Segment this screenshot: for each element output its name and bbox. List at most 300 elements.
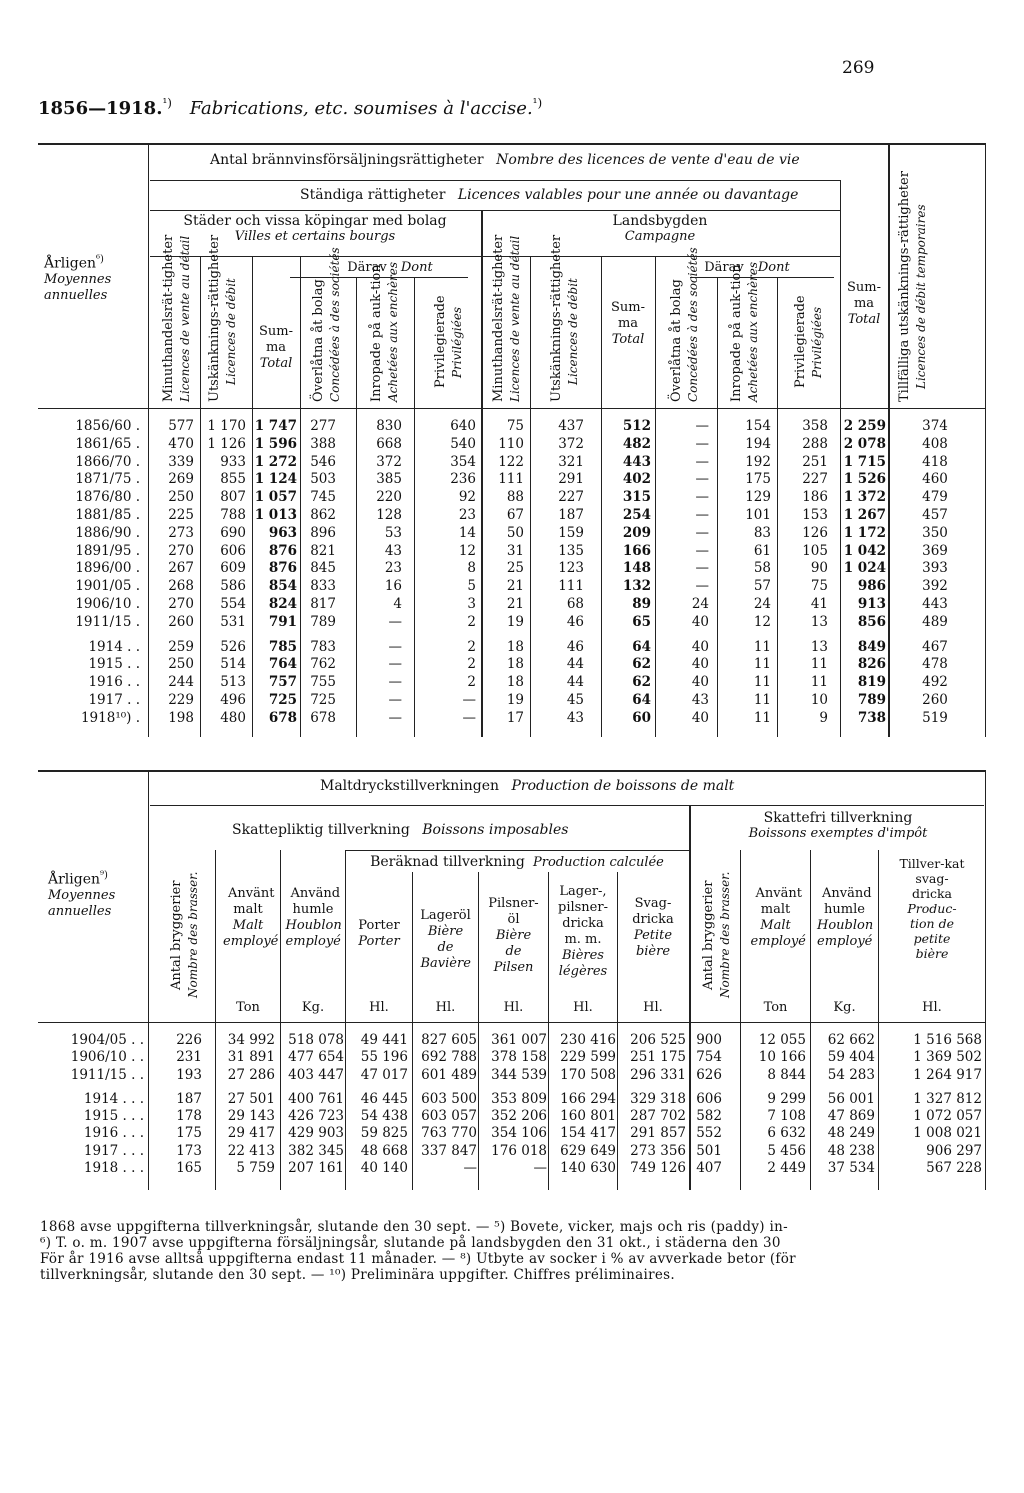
t1-col9-cell: 62	[632, 674, 651, 691]
t2-col-humle-header	[281, 886, 345, 950]
t2-col7-cell: 170 508	[560, 1066, 616, 1083]
t1-col2-cell: 855	[220, 471, 246, 488]
t1-col12-cell: 11	[810, 674, 828, 691]
t1-col4-cell: 277	[310, 418, 336, 434]
t1-col5-cell: 668	[376, 435, 402, 452]
t1-col11-cell: 58	[753, 560, 771, 577]
t2-unit-ton-2: Ton	[763, 1000, 788, 1015]
t1-stader-header	[150, 213, 480, 245]
t1-year-column-cell: 1881/85 .	[75, 506, 140, 523]
t2-col12-cell: 1 327 812	[913, 1090, 982, 1107]
t2-skattefri-label-fr: Boissons exemptes d'impôt	[748, 826, 928, 841]
t1-col5-cell: 372	[376, 453, 402, 470]
t1-top-label-fr: Nombre des licences de vente d'eau de vie	[496, 152, 800, 168]
t1-col7-cell: 21	[506, 578, 524, 595]
t1-year-column-cell: 1876/80 .	[75, 489, 140, 506]
t1-top-header	[210, 152, 800, 168]
t1-col14-cell: 457	[922, 506, 948, 523]
t2-col2-cell: 29 143	[227, 1108, 275, 1125]
t2-col12-cell: 1 008 021	[913, 1125, 982, 1142]
t2-col9-cell: 501	[696, 1142, 722, 1159]
t1-col9-cell: 89	[632, 595, 651, 612]
t1-col10-cell: 24	[691, 595, 709, 612]
t1-col13-cell: 738	[857, 709, 886, 726]
t1-col3-cell: 876	[268, 560, 297, 577]
t1-col2-cell: 690	[220, 524, 246, 541]
t1-col14-cell: 408	[922, 435, 948, 452]
t2-col12-cell: 1 369 502	[913, 1049, 982, 1066]
t1-col2-cell: 586	[220, 578, 246, 595]
t1-stader-label: Städer och vissa köpingar med bolag	[183, 213, 447, 229]
t1-col4-cell: 821	[310, 542, 336, 559]
t2-col4	[346, 1032, 408, 1177]
t1-col13-cell: 849	[857, 638, 886, 655]
header-title-sup: ¹)	[532, 96, 543, 110]
t1-col7	[484, 418, 524, 728]
t1-col13	[842, 418, 886, 728]
t1-col7-cell: 122	[498, 453, 524, 470]
t1-col14-cell: 374	[922, 418, 948, 434]
t1-arligen-sup: ⁶)	[96, 254, 104, 265]
t2-col3-cell: 403 447	[288, 1066, 344, 1083]
t1-col9	[603, 418, 651, 728]
t2-col3-cell: 382 345	[288, 1142, 344, 1159]
t2-year-column-cell: 1906/10 . .	[70, 1049, 144, 1066]
t1-col10-cell: —	[695, 578, 709, 595]
t2-col3-cell: 400 761	[288, 1090, 344, 1107]
t2-col1-cell: 226	[176, 1032, 202, 1048]
t1-year-column-cell: 1866/70 .	[75, 453, 140, 470]
t2-col10-cell: 9 299	[767, 1090, 806, 1107]
t1-col6-cell: 2	[467, 674, 476, 691]
t2-col11-cell: 54 283	[827, 1066, 875, 1083]
t1-col4-cell: 762	[310, 656, 336, 673]
t1-col9-cell: 254	[622, 506, 651, 523]
t1-col8-cell: 44	[566, 656, 584, 673]
t2-col6-cell: 353 809	[491, 1090, 547, 1107]
t1-col8	[532, 418, 584, 728]
t1-col6-cell: 2	[467, 638, 476, 655]
t1-col-summa-header	[254, 324, 298, 372]
t1-year-column	[40, 418, 140, 728]
t2-col3	[281, 1032, 344, 1177]
t1-col6-cell: 640	[450, 418, 476, 434]
t2-col6-cell: 344 539	[491, 1066, 547, 1083]
t1-year-column-cell: 1901/05 .	[75, 578, 140, 595]
t1-col1-cell: 339	[168, 453, 194, 470]
t2-col3-cell: 518 078	[288, 1032, 344, 1048]
t2-col5-cell: 827 605	[421, 1032, 477, 1048]
t1-col6-cell: 12	[458, 542, 476, 559]
t1-col14-cell: 443	[922, 595, 948, 612]
t1-col-inrop-header	[368, 261, 402, 402]
t2-col4-cell: 49 441	[360, 1032, 408, 1048]
t2-col-pils-header	[479, 896, 548, 976]
t1-col7-cell: 110	[498, 435, 524, 452]
t1-col11-cell: 194	[745, 435, 771, 452]
t1-col1-cell: 273	[168, 524, 194, 541]
t2-col-porter-label: Porter	[358, 918, 400, 933]
t1-col11-cell: 11	[753, 691, 771, 708]
t1-col7-cell: 17	[506, 709, 524, 726]
t2-col7-cell: 160 801	[560, 1108, 616, 1125]
t2-col-humle-label-fr: Houblon employé	[285, 918, 342, 949]
t2-col8-cell: 287 702	[630, 1108, 686, 1125]
t1-year-column-cell: 1886/90 .	[75, 524, 140, 541]
t1-col7-cell: 19	[506, 613, 524, 630]
t2-col7-cell: 154 417	[560, 1125, 616, 1142]
t1-col-minut-header	[160, 234, 194, 402]
t1-col-priv-header	[432, 282, 466, 402]
t2-col-pils-label-fr: Bière de Pilsen	[493, 928, 534, 975]
t1-col6-cell: 354	[450, 453, 476, 470]
t1-col11-cell: 57	[753, 578, 771, 595]
t1-col5-cell: 53	[384, 524, 402, 541]
t1-col14-cell: 519	[922, 709, 948, 726]
t2-year-column-cell: 1917 . . .	[83, 1142, 144, 1159]
t1-col-priv2-header	[792, 282, 826, 402]
t2-col1-cell: 165	[176, 1160, 202, 1177]
t1-col11-cell: 24	[753, 595, 771, 612]
t2-col4-cell: 59 825	[360, 1125, 408, 1142]
t1-col-minut2-label-fr: Licences de vente au détail	[508, 235, 522, 402]
t2-col7	[549, 1032, 616, 1177]
t2-col4-cell: 46 445	[360, 1090, 408, 1107]
t1-col1-cell: 270	[168, 542, 194, 559]
t1-col14-cell: 460	[922, 471, 948, 488]
t1-col4-cell: 833	[310, 578, 336, 595]
footnote-4: tillverkningsår, slutande den 30 sept. — ¹⁰) Preliminära uppgifter. Chiffres préliminaires.	[40, 1267, 675, 1283]
t1-col2-cell: 554	[220, 595, 246, 612]
t1-col7-cell: 75	[506, 418, 524, 434]
t2-beraknad-label: Beräknad tillverkning	[370, 854, 525, 870]
t2-col8-cell: 296 331	[630, 1066, 686, 1083]
t1-col-inrop-label-fr: Achetées aux enchères	[386, 261, 400, 402]
t2-col-malt-header	[216, 886, 280, 950]
t2-col-antal-header	[168, 860, 202, 1010]
t2-stub-header	[48, 868, 128, 920]
t1-col4-cell: 896	[310, 524, 336, 541]
t1-col-summa-label: Sum-ma	[259, 324, 293, 355]
t2-unit-hl-svag: Hl.	[643, 1000, 663, 1015]
t2-col-malt2-label: Använt malt	[755, 886, 802, 917]
t2-col1-cell: 193	[176, 1066, 202, 1083]
t1-col14-cell: 350	[922, 524, 948, 541]
t2-col3-cell: 429 903	[288, 1125, 344, 1142]
t1-col2-cell: 933	[220, 453, 246, 470]
t2-col9	[692, 1032, 722, 1177]
t2-col2-cell: 27 286	[227, 1066, 275, 1083]
t2-unit-kg-2: Kg.	[833, 1000, 856, 1015]
t1-year-column-cell: 1891/95 .	[75, 542, 140, 559]
t1-col7-cell: 25	[506, 560, 524, 577]
t1-col6-cell: —	[462, 709, 476, 726]
t1-col10-cell: —	[695, 489, 709, 506]
t2-col6-cell: 354 106	[491, 1125, 547, 1142]
t2-col-malt2-header	[741, 886, 810, 950]
t1-col8-cell: 187	[558, 506, 584, 523]
t1-col14-cell: 479	[922, 489, 948, 506]
t2-col8-cell: 749 126	[630, 1160, 686, 1177]
t2-col-antal-label-fr: Nombre des brasser.	[186, 871, 200, 999]
t1-col12-cell: 9	[819, 709, 828, 726]
t1-col-summa2-header	[603, 300, 653, 348]
t1-col-overl2-label: Överlåtna åt bolag	[669, 279, 684, 402]
t1-year-column-cell: 1916 . .	[88, 674, 140, 691]
t1-col2-cell: 480	[220, 709, 246, 726]
t2-col12	[879, 1032, 982, 1177]
t1-col8-cell: 321	[558, 453, 584, 470]
t1-col10	[657, 418, 709, 728]
t2-col7-cell: 629 649	[560, 1142, 616, 1159]
t1-col12-cell: 13	[810, 638, 828, 655]
t2-col-humle2-label-fr: Houblon employé	[817, 918, 874, 949]
t2-col2-cell: 31 891	[227, 1049, 275, 1066]
t1-col3-cell: 678	[268, 709, 297, 726]
t2-col1-cell: 178	[176, 1108, 202, 1125]
t2-col9-cell: 900	[696, 1032, 722, 1048]
t1-col3-cell: 757	[268, 674, 297, 691]
t1-col9-cell: 209	[622, 524, 651, 541]
t1-col8-cell: 123	[558, 560, 584, 577]
t2-col10-cell: 2 449	[767, 1160, 806, 1177]
t1-col3-cell: 1 057	[254, 489, 297, 506]
t1-col6-cell: 540	[450, 435, 476, 452]
t1-col10-cell: —	[695, 524, 709, 541]
t1-col6-cell: 23	[458, 506, 476, 523]
header-title: Fabrications, etc. soumises à l'accise.	[189, 98, 533, 119]
t2-col5-cell: 692 788	[421, 1049, 477, 1066]
t1-col2-cell: 807	[220, 489, 246, 506]
t1-col13-cell: 1 372	[843, 489, 886, 506]
t1-col7-cell: 18	[506, 638, 524, 655]
t2-col5-cell: 603 057	[421, 1108, 477, 1125]
t1-col12-cell: 10	[810, 691, 828, 708]
t1-col8-cell: 437	[558, 418, 584, 434]
t1-col1-cell: 198	[168, 709, 194, 726]
t1-standiga-header	[300, 187, 798, 203]
t1-col10-cell: —	[695, 435, 709, 452]
t1-col6-cell: 2	[467, 613, 476, 630]
t1-col5-cell: 43	[384, 542, 402, 559]
t1-col8-cell: 111	[558, 578, 584, 595]
t1-col-overl2-label-fr: Concédées à des sociétés	[686, 247, 700, 402]
t1-col4-cell: 745	[310, 489, 336, 506]
t1-col-summa-label-fr: Total	[259, 356, 293, 371]
t2-year-column-cell: 1916 . . .	[83, 1125, 144, 1142]
t2-col-antal-label: Antal bryggerier	[169, 880, 184, 990]
t1-col8-cell: 159	[558, 524, 584, 541]
t1-col6-cell: 92	[458, 489, 476, 506]
t1-col8-cell: 135	[558, 542, 584, 559]
t2-col11-cell: 48 249	[827, 1125, 875, 1142]
t1-col-priv-label: Privilegierade	[433, 295, 448, 389]
t1-standiga-label-fr: Licences valables pour une année ou davantage	[457, 187, 799, 203]
t1-col1-cell: 260	[168, 613, 194, 630]
t2-col5-cell: 601 489	[421, 1066, 477, 1083]
header-sup: ¹)	[162, 96, 172, 110]
t1-col-overl-label: Överlåtna åt bolag	[311, 279, 326, 402]
t1-col1-cell: 269	[168, 471, 194, 488]
t2-col-lager-header	[413, 908, 478, 972]
t1-col4-cell: 817	[310, 595, 336, 612]
t1-col-minut2-label: Minuthandelsrät-tigheter	[491, 234, 506, 402]
t1-col-priv-label-fr: Privilégiées	[450, 306, 464, 378]
t1-col3-cell: 1 124	[254, 471, 297, 488]
t2-unit-hl-porter: Hl.	[369, 1000, 389, 1015]
t2-col-malt-label: Använt malt	[228, 886, 275, 917]
t1-col13-cell: 1 715	[843, 453, 886, 470]
t1-col7-cell: 88	[506, 489, 524, 506]
t1-col8-cell: 45	[566, 691, 584, 708]
t1-year-column-cell: 1896/00 .	[75, 560, 140, 577]
t1-col9-cell: 148	[622, 560, 651, 577]
t2-col9-cell: 407	[696, 1160, 722, 1177]
t1-year-column-cell: 1918¹⁰) .	[80, 709, 140, 726]
t1-col13-cell: 2 259	[843, 418, 886, 434]
t2-col9-cell: 606	[696, 1090, 722, 1107]
t2-col-svag-label-fr: Petite bière	[633, 928, 673, 959]
t1-col2-cell: 526	[220, 638, 246, 655]
t2-col-malt-label-fr: Malt employé	[223, 918, 279, 949]
t1-col5-cell: 830	[376, 418, 402, 434]
t1-col14-cell: 467	[922, 638, 948, 655]
t2-col2-cell: 5 759	[236, 1160, 275, 1177]
t2-top-label-fr: Production de boissons de malt	[511, 778, 735, 794]
t2-col2-cell: 22 413	[227, 1142, 275, 1159]
t2-col6-cell: —	[533, 1160, 547, 1177]
t2-col12-cell: 1 072 057	[913, 1108, 982, 1125]
t2-col11-cell: 56 001	[827, 1090, 875, 1107]
t1-col12-cell: 358	[802, 418, 828, 434]
t1-col-utsk-label-fr: Licences de débit	[224, 278, 238, 386]
t1-col1-cell: 250	[168, 656, 194, 673]
t1-col6-cell: 2	[467, 656, 476, 673]
t2-col6-cell: 361 007	[491, 1032, 547, 1048]
t2-beraknad-label-fr: Production calculée	[533, 855, 664, 870]
t1-col12-cell: 13	[810, 613, 828, 630]
t2-col-pils-label: Pilsner-öl	[488, 896, 539, 927]
page-header	[38, 96, 542, 119]
t2-col-humle2-header	[811, 886, 878, 950]
t1-col5-cell: —	[388, 656, 402, 673]
t1-col7-cell: 111	[498, 471, 524, 488]
t1-col2-cell: 788	[220, 506, 246, 523]
t1-col4-cell: 725	[310, 691, 336, 708]
t1-col13-cell: 789	[857, 691, 886, 708]
t1-col8-cell: 46	[566, 613, 584, 630]
t1-col13-cell: 1 024	[843, 560, 886, 577]
t1-col11-cell: 61	[753, 542, 771, 559]
header-years: 1856—1918.	[38, 98, 163, 119]
t2-col5-cell: —	[463, 1160, 477, 1177]
t1-dont-label-1: Dont	[400, 260, 433, 275]
t2-skattepl-label-fr: Boissons imposables	[422, 822, 569, 838]
t1-col1-cell: 270	[168, 595, 194, 612]
footnote-3: För år 1916 avse alltså uppgifterna endast 11 månader. — ⁸) Utbyte av socker i % av avverkade betor (för	[40, 1251, 796, 1267]
t1-col14-cell: 260	[922, 691, 948, 708]
t1-col10-cell: 40	[691, 674, 709, 691]
t1-col14-cell: 492	[922, 674, 948, 691]
t2-unit-hl-pils: Hl.	[503, 1000, 524, 1015]
t1-col9-cell: 482	[622, 435, 651, 452]
t1-col1-cell: 244	[168, 674, 194, 691]
t1-col13-cell: 826	[857, 656, 886, 673]
t1-col12-cell: 105	[802, 542, 828, 559]
t1-col14-cell: 418	[922, 453, 948, 470]
t2-year-column	[40, 1032, 144, 1177]
t2-col10-cell: 8 844	[767, 1066, 806, 1083]
t1-col2-cell: 514	[220, 656, 246, 673]
t1-col6	[416, 418, 476, 728]
t1-col3-cell: 876	[268, 542, 297, 559]
t2-skattepl-label: Skattepliktig tillverkning	[232, 822, 410, 838]
t2-col6-cell: 378 158	[491, 1049, 547, 1066]
t1-col8-cell: 43	[566, 709, 584, 726]
page-number: 269	[842, 58, 875, 78]
t1-year-column-cell: 1861/65 .	[75, 435, 140, 452]
t2-col-antal2-label-fr: Nombre des brasser.	[718, 871, 732, 999]
t1-col1-cell: 259	[168, 638, 194, 655]
t2-col7-cell: 140 630	[560, 1160, 616, 1177]
t2-col5-cell: 337 847	[421, 1142, 477, 1159]
t1-col3-cell: 785	[268, 638, 297, 655]
t1-col2-cell: 513	[220, 674, 246, 691]
t1-dont-label-2: Dont	[757, 260, 790, 275]
t2-col12-cell: 567 228	[926, 1160, 982, 1177]
t1-col10-cell: —	[695, 560, 709, 577]
t1-col11-cell: 83	[753, 524, 771, 541]
t2-col7-cell: 230 416	[560, 1032, 616, 1048]
t1-col-utsk2-header	[548, 234, 582, 402]
t1-col3-cell: 963	[268, 524, 297, 541]
t1-col11-cell: 175	[745, 471, 771, 488]
t1-col9-cell: 402	[622, 471, 651, 488]
t1-col10-cell: —	[695, 418, 709, 434]
t2-col1	[150, 1032, 202, 1177]
t1-col1-cell: 268	[168, 578, 194, 595]
t1-col12	[779, 418, 828, 728]
t2-col-tillv-label-fr: Produc-tion de petite bière	[907, 901, 957, 961]
t1-col-utsk-label: Utskänknings-rättigheter	[207, 234, 222, 402]
t2-col-porter-label-fr: Porter	[358, 934, 400, 949]
t1-col-summa-tot-label-fr: Total	[847, 312, 881, 327]
t1-col6-cell: 5	[467, 578, 476, 595]
t1-col2	[202, 418, 246, 728]
t1-col4-cell: 789	[310, 613, 336, 630]
t1-col3-cell: 824	[268, 595, 297, 612]
t1-col1-cell: 250	[168, 489, 194, 506]
t2-year-column-cell: 1911/15 . .	[70, 1066, 144, 1083]
t1-col7-cell: 50	[506, 524, 524, 541]
t1-col11-cell: 11	[753, 638, 771, 655]
t1-col7-cell: 21	[506, 595, 524, 612]
t1-col7-cell: 18	[506, 656, 524, 673]
t2-col5-cell: 603 500	[421, 1090, 477, 1107]
t2-col7-cell: 229 599	[560, 1049, 616, 1066]
t1-col9-cell: 166	[622, 542, 651, 559]
t1-col-summa2-label-fr: Total	[611, 332, 645, 347]
t2-col11-cell: 37 534	[827, 1160, 875, 1177]
t2-col4-cell: 40 140	[360, 1160, 408, 1177]
t1-stader-label-fr: Villes et certains bourgs	[234, 229, 396, 244]
t1-col4-cell: 845	[310, 560, 336, 577]
t1-col1-cell: 229	[168, 691, 194, 708]
t1-col3-cell: 1 013	[254, 506, 297, 523]
t1-col11-cell: 11	[753, 674, 771, 691]
t2-col11-cell: 48 238	[827, 1142, 875, 1159]
t2-col9-cell: 626	[696, 1066, 722, 1083]
